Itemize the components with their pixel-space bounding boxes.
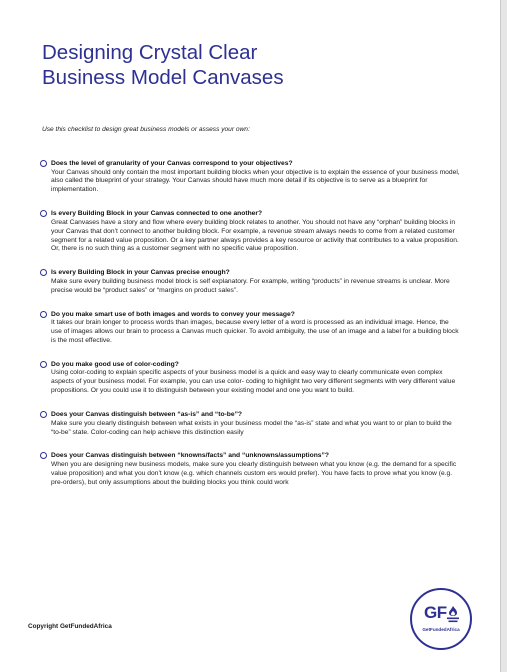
checklist-item: [40, 269, 460, 295]
checklist-question: Does your Canvas distinguish between “knowns/facts” and “unknowns/assumptions”?: [51, 452, 329, 460]
checklist-item: [40, 361, 460, 396]
checklist-item: [40, 311, 460, 346]
checklist-answer: When you are designing new business models, make sure you clearly distinguish between what you know (e.g. the demand for a specific value proposition) and what you don’t know (e.g. which channels custom ers would prefer). You have facts to prove what you know (e.g. pre-orders), but only assumptions about the building blocks you think could work: [51, 460, 457, 486]
logo-name: GetFundedAfrica: [422, 627, 460, 632]
logo-initials: GF: [424, 603, 447, 622]
checklist-answer: It takes our brain longer to process words than images, because every letter of a word is processed as an individual image. Hence, the use of images allows our brain to process a Canvas much quicker. To avoid ambiguity, the use of an image and a label for a building block is the most effective.: [51, 319, 459, 344]
intro-text: Use this checklist to design great business models or assess your own:: [42, 126, 250, 133]
checklist-answer: Great Canvases have a story and flow where every building block relates to another. You should not have any “orphan” building blocks in your Canvas that don’t connect to another building block. For example, a revenue stream always needs to come from a related customer segment for a related value proposition. Or a key partner always provides a key resource or activity that contributes to a value proposition. Or, there is no such thing as a customer segment with no specific value proposition.: [51, 218, 459, 253]
title-line-2: Business Model Canvases: [42, 66, 284, 89]
checkbox-circle-icon[interactable]: [40, 311, 47, 318]
checkbox-circle-icon[interactable]: [40, 452, 47, 459]
checklist-answer: Make sure you clearly distinguish between what exists in your business model the “as-is” state and what you want to or plan to build the “to-be” state. Color-coding can help achieve this distinction easily: [51, 419, 452, 436]
checklist-item: [40, 452, 460, 487]
checklist-answer: Your Canvas should only contain the most important building blocks when your objective is to explain the essence of your business model, also called the blueprint of your strategy. Your Canvas should have much more detail if its objective is to serve as a blueprint for implementation.: [51, 168, 460, 194]
checklist-question: Does your Canvas distinguish between “as-is” and “to-be”?: [51, 411, 242, 419]
checklist-question: Is every Building Block in your Canvas precise enough?: [51, 269, 230, 277]
getfundedafrica-logo: [410, 588, 472, 650]
checklist: [40, 160, 460, 488]
checklist-answer: Using color-coding to explain specific aspects of your business model is a quick and easy way to clearly communicate even complex aspects of your business model. For example, you can use color- coding to highlight two very different segments with very different value propositions. Or you could use it to distinguish between your existing model and one you want to build.: [51, 369, 456, 395]
checklist-question: Do you make smart use of both images and words to convey your message?: [51, 310, 295, 318]
logo-flame-icon: [446, 605, 460, 623]
checkbox-circle-icon[interactable]: [40, 411, 47, 418]
checklist-item: [40, 210, 460, 254]
checkbox-circle-icon[interactable]: [40, 361, 47, 368]
title-line-1: Designing Crystal Clear: [42, 41, 258, 64]
checklist-question: Does the level of granularity of your Canvas correspond to your objectives?: [51, 160, 293, 167]
checklist-answer: Make sure every building business model block is self explanatory. For example, writing “products” in revenue streams is unclear. More precise would be “product sales” or “margins on product sales”.: [51, 277, 450, 294]
checkbox-circle-icon[interactable]: [40, 210, 47, 217]
checklist-item: [40, 160, 460, 195]
checklist-question: Is every Building Block in your Canvas connected to one another?: [51, 210, 263, 218]
checklist-question: Do you make good use of color-coding?: [51, 360, 179, 368]
checkbox-circle-icon[interactable]: [40, 269, 47, 276]
copyright-text: Copyright GetFundedAfrica: [28, 623, 112, 630]
page-title: [42, 40, 284, 90]
checkbox-circle-icon[interactable]: [40, 160, 47, 167]
checklist-item: [40, 411, 460, 437]
